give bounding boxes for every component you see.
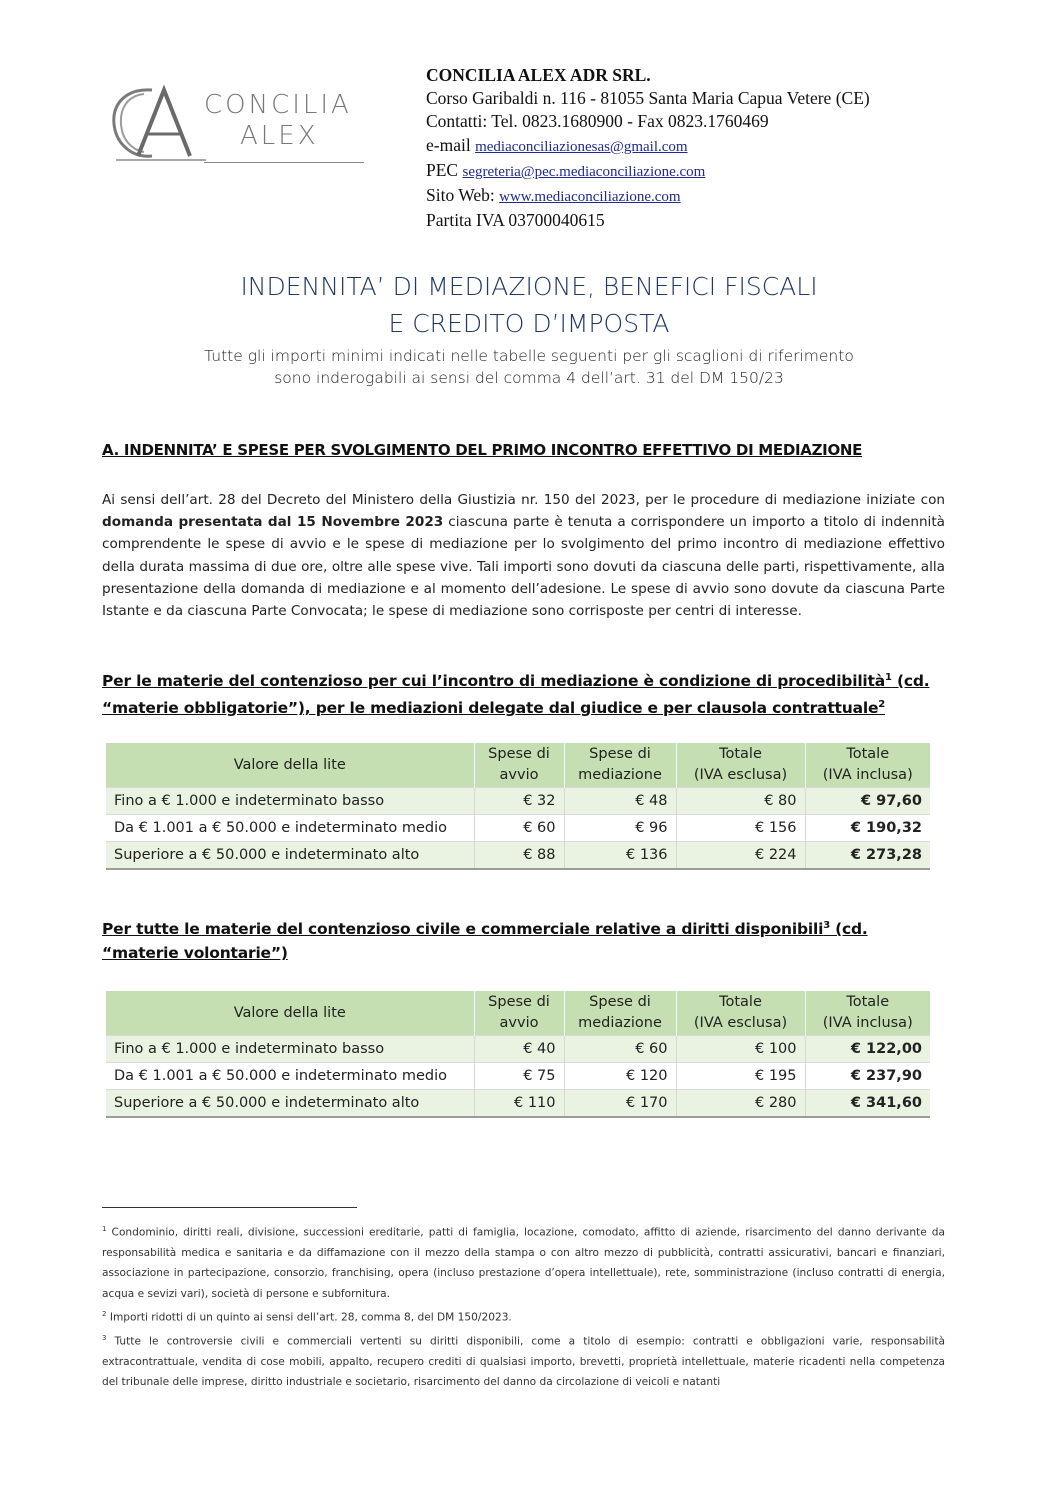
cell-mediazione: € 136 xyxy=(564,842,676,870)
cell-valore: Fino a € 1.000 e indeterminato basso xyxy=(106,788,474,815)
cell-avvio: € 110 xyxy=(474,1090,564,1118)
cell-totale-incl: € 341,60 xyxy=(805,1090,930,1118)
footnote-1 xyxy=(102,1219,945,1304)
table-row xyxy=(106,815,930,842)
cell-totale-incl: € 190,32 xyxy=(805,815,930,842)
company-vat: Partita IVA 03700040615 xyxy=(426,210,605,231)
logo-text xyxy=(204,90,352,152)
footnote-text: Importi ridotti di un quinto ai sensi dell’art. 28, comma 8, del DM 150/2023. xyxy=(106,1311,512,1324)
cell-mediazione: € 96 xyxy=(564,815,676,842)
company-logo xyxy=(108,82,366,164)
footnote-divider xyxy=(102,1207,357,1208)
section-a-heading: A. INDENNITA’ E SPESE PER SVOLGIMENTO DEL PRIMO INCONTRO EFFETTIVO DI MEDIAZIONE xyxy=(102,441,863,459)
pec-link[interactable]: segreteria@pec.mediaconciliazione.com xyxy=(462,163,706,180)
footnotes xyxy=(102,1219,945,1393)
company-email-row xyxy=(426,134,870,159)
logo-text-line2: ALEX xyxy=(240,121,319,151)
cell-totale-excl: € 100 xyxy=(676,1036,805,1063)
col-header-totale-incl: Totale (IVA inclusa) xyxy=(805,743,930,788)
cell-avvio: € 60 xyxy=(474,815,564,842)
table-header-row xyxy=(106,743,930,788)
footnote-text: Tutte le controversie civili e commerciali vertenti su diritti disponibili, come a titolo di esempio: contratti e obbligazioni varie, responsabilità extracontrattuale, vendita di cose mobili, appalto, recupero crediti di qualsiasi importo, brevetti, proprietà intellettuale, materie ricadenti nella competenza del tribunale delle imprese, diritto industriale e societario, risarcimento del danno da circolazione di veicoli e natanti xyxy=(102,1335,945,1389)
fees-table-voluntary xyxy=(106,991,930,1118)
cell-totale-excl: € 224 xyxy=(676,842,805,870)
cell-valore: Superiore a € 50.000 e indeterminato alto xyxy=(106,842,474,870)
col-header-valore: Valore della lite xyxy=(106,991,474,1036)
cell-avvio: € 88 xyxy=(474,842,564,870)
table-header-row xyxy=(106,991,930,1036)
table2-heading-end: (cd. “materie volontarie”) xyxy=(102,920,868,963)
logo-text-line1: CONCILIA xyxy=(204,90,352,120)
cell-totale-excl: € 280 xyxy=(676,1090,805,1118)
cell-mediazione: € 60 xyxy=(564,1036,676,1063)
col-header-mediazione: Spese di mediazione xyxy=(564,991,676,1036)
table2-heading-text: Per tutte le materie del contenzioso civile e commerciale relative a diritti disponibili xyxy=(102,920,824,939)
page-subtitle xyxy=(0,345,1058,389)
para-start: Ai sensi dell’art. 28 del Decreto del Ministero della Giustizia nr. 150 del 2023, per le procedure di mediazione iniziate con xyxy=(102,492,945,508)
cell-valore: Superiore a € 50.000 e indeterminato alto xyxy=(106,1090,474,1118)
page-subtitle-line2: sono inderogabili ai sensi del comma 4 dell’art. 31 del DM 150/23 xyxy=(274,369,784,387)
company-pec-row xyxy=(426,159,870,184)
cell-mediazione: € 48 xyxy=(564,788,676,815)
table-row xyxy=(106,788,930,815)
company-web-row xyxy=(426,184,870,209)
table-row xyxy=(106,1063,930,1090)
footnote-number: 2 xyxy=(102,1310,107,1319)
col-header-valore: Valore della lite xyxy=(106,743,474,788)
cell-avvio: € 32 xyxy=(474,788,564,815)
company-contacts: Contatti: Tel. 0823.1680900 - Fax 0823.1760469 xyxy=(426,111,769,132)
section-a-paragraph xyxy=(102,489,945,622)
cell-totale-incl: € 237,90 xyxy=(805,1063,930,1090)
logo-ca-mark-icon xyxy=(108,82,208,164)
pec-label: PEC xyxy=(426,159,463,180)
col-header-totale-excl: Totale (IVA esclusa) xyxy=(676,743,805,788)
page-title-line1: INDENNITA’ DI MEDIAZIONE, BENEFICI FISCALI xyxy=(240,272,818,301)
footnote-ref-2[interactable]: 2 xyxy=(878,699,886,711)
col-header-avvio: Spese di avvio xyxy=(474,743,564,788)
email-link[interactable]: mediaconciliazionesas@gmail.com xyxy=(475,138,688,155)
footnote-ref-3[interactable]: 3 xyxy=(823,920,830,931)
cell-valore: Da € 1.001 a € 50.000 e indeterminato medio xyxy=(106,815,474,842)
table1-heading-text: Per le materie del contenzioso per cui l’incontro di mediazione è condizione di procedibilità xyxy=(102,672,886,691)
col-header-avvio: Spese di avvio xyxy=(474,991,564,1036)
table-row xyxy=(106,842,930,870)
footnote-number: 3 xyxy=(102,1334,107,1343)
para-bold: domanda presentata dal 15 Novembre 2023 xyxy=(102,514,444,531)
footnote-ref-1[interactable]: 1 xyxy=(885,672,892,683)
cell-totale-excl: € 195 xyxy=(676,1063,805,1090)
col-header-totale-incl: Totale (IVA inclusa) xyxy=(805,991,930,1036)
table1-heading xyxy=(102,666,947,720)
footnote-2 xyxy=(102,1304,945,1328)
company-info xyxy=(426,64,870,232)
company-name: CONCILIA ALEX ADR SRL. xyxy=(426,65,651,85)
footnote-3 xyxy=(102,1328,945,1393)
cell-valore: Fino a € 1.000 e indeterminato basso xyxy=(106,1036,474,1063)
cell-totale-incl: € 97,60 xyxy=(805,788,930,815)
cell-avvio: € 40 xyxy=(474,1036,564,1063)
cell-valore: Da € 1.001 a € 50.000 e indeterminato medio xyxy=(106,1063,474,1090)
para-end: ciascuna parte è tenuta a corrispondere un importo a titolo di indennità comprendente le spese di avvio e le spese di mediazione per lo svolgimento del primo incontro di mediazione effettivo della durata massima di due ore, oltre alle spese vive. Tali importi sono dovuti da ciascuna delle parti, rispettivamente, alla presentazione della domanda di mediazione e al momento dell’adesione. Le spese di avvio sono dovute da ciascuna Parte Istante e da ciascuna Parte Convocata; le spese di mediazione sono corrisposte per centri di interesse. xyxy=(102,514,945,620)
logo-underline xyxy=(204,162,364,163)
fees-table-mandatory xyxy=(106,743,930,870)
cell-totale-excl: € 156 xyxy=(676,815,805,842)
company-address: Corso Garibaldi n. 116 - 81055 Santa Maria Capua Vetere (CE) xyxy=(426,88,870,109)
table-row xyxy=(106,1036,930,1063)
email-label: e-mail xyxy=(426,134,476,155)
table-row xyxy=(106,1090,930,1118)
cell-totale-excl: € 80 xyxy=(676,788,805,815)
page-title-line2: E CREDITO D’IMPOSTA xyxy=(388,309,670,338)
cell-mediazione: € 170 xyxy=(564,1090,676,1118)
table2-heading xyxy=(102,914,947,965)
footnote-text: Condominio, diritti reali, divisione, successioni ereditarie, patti di famiglia, locazione, comodato, affitto di aziende, risarcimento del danno derivante da responsabilità medica e sanitaria e da diffamazione con il mezzo della stampa o con altro mezzo di pubblicità, contratti assicurativi, bancari e finanziari, associazione in partecipazione, consorzio, franchising, opera (incluso prestazione d’opera intellettuale), rete, somministrazione (incluso contratti di energia, acqua e sevizi vari), società di persone e subfornitura. xyxy=(102,1226,945,1300)
table1-heading-mid: (cd. “materie obbligatorie”), per le mediazioni delegate dal giudice e per clausola contrattuale xyxy=(102,672,930,718)
footnote-number: 1 xyxy=(102,1225,107,1233)
col-header-mediazione: Spese di mediazione xyxy=(564,743,676,788)
web-link[interactable]: www.mediaconciliazione.com xyxy=(499,189,681,206)
col-header-totale-excl: Totale (IVA esclusa) xyxy=(676,991,805,1036)
cell-totale-incl: € 273,28 xyxy=(805,842,930,870)
cell-totale-incl: € 122,00 xyxy=(805,1036,930,1063)
page-subtitle-line1: Tutte gli importi minimi indicati nelle tabelle seguenti per gli scaglioni di riferimento xyxy=(204,347,854,365)
page-title xyxy=(0,268,1058,342)
cell-mediazione: € 120 xyxy=(564,1063,676,1090)
cell-avvio: € 75 xyxy=(474,1063,564,1090)
web-label: Sito Web: xyxy=(426,185,500,206)
